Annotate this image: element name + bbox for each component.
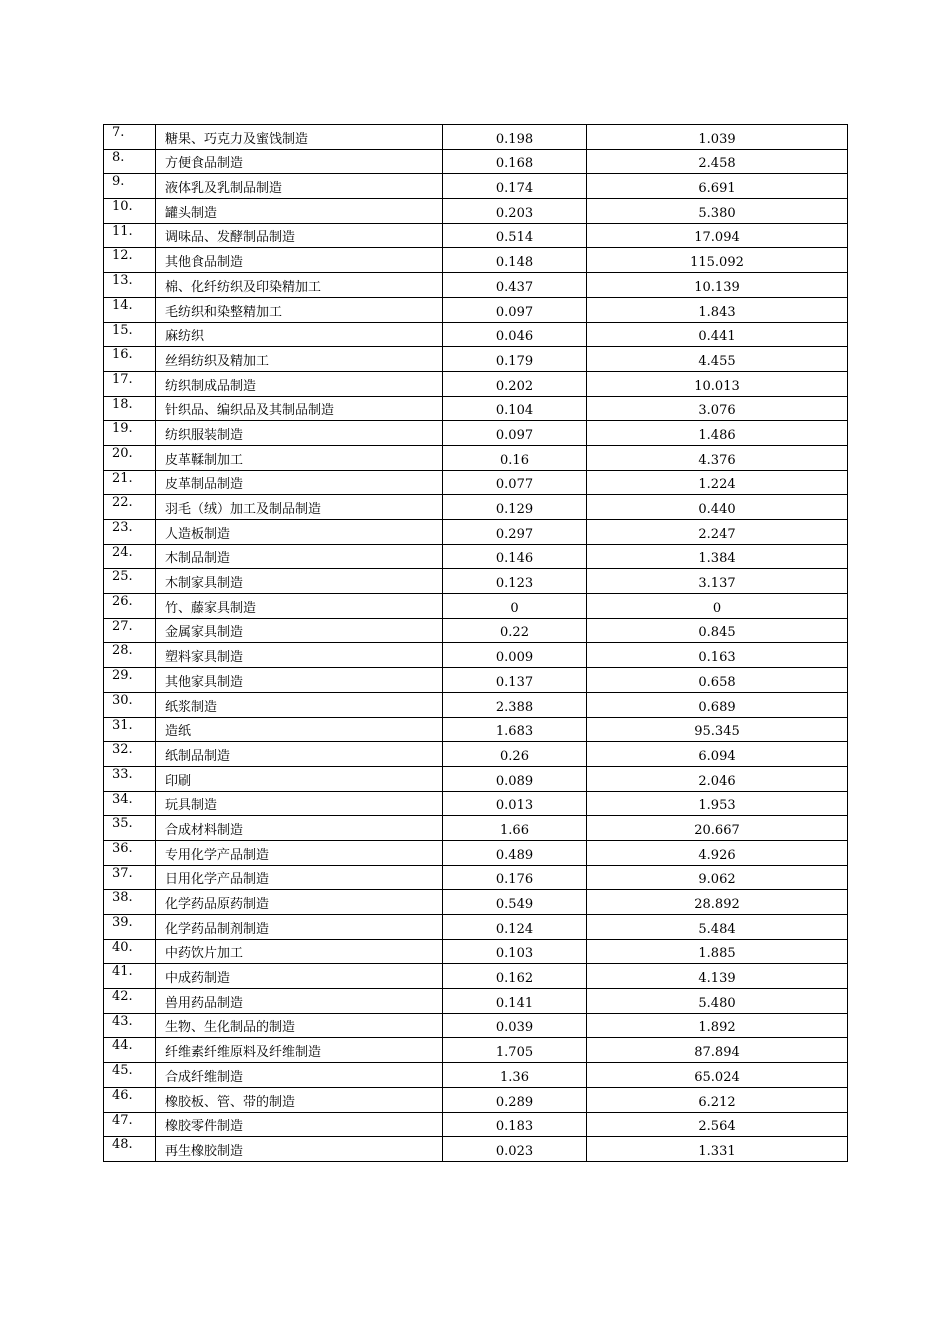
industry-name: 针织品、编织品及其制品制造 [156,396,443,421]
industry-name: 方便食品制造 [156,149,443,174]
value-col-2: 10.139 [587,273,848,298]
value-col-1: 0.013 [443,791,587,816]
table-row [104,915,848,940]
table-row [104,1087,848,1112]
row-index: 13. [104,273,156,298]
value-col-1: 0.549 [443,890,587,915]
industry-name: 糖果、巧克力及蜜饯制造 [156,125,443,150]
industry-name: 纸浆制造 [156,692,443,717]
industry-name: 棉、化纤纺织及印染精加工 [156,273,443,298]
table-row [104,939,848,964]
value-col-2: 1.486 [587,421,848,446]
value-col-2: 20.667 [587,816,848,841]
table-row [104,643,848,668]
row-index: 30. [104,692,156,717]
value-col-2: 5.484 [587,915,848,940]
value-col-1: 0.123 [443,569,587,594]
row-index: 17. [104,371,156,396]
table-row [104,520,848,545]
value-col-1: 0.202 [443,371,587,396]
industry-name: 塑料家具制造 [156,643,443,668]
value-col-1: 1.66 [443,816,587,841]
value-col-1: 0.22 [443,618,587,643]
industry-name: 丝绢纺织及精加工 [156,347,443,372]
row-index: 7. [104,125,156,150]
table-row [104,297,848,322]
value-col-2: 1.843 [587,297,848,322]
row-index: 45. [104,1063,156,1088]
value-col-2: 2.458 [587,149,848,174]
value-col-1: 2.388 [443,692,587,717]
row-index: 39. [104,915,156,940]
industry-name: 造纸 [156,717,443,742]
row-index: 40. [104,939,156,964]
value-col-2: 28.892 [587,890,848,915]
row-index: 35. [104,816,156,841]
table-row [104,199,848,224]
value-col-1: 0.104 [443,396,587,421]
value-col-1: 0.489 [443,840,587,865]
value-col-2: 3.076 [587,396,848,421]
industry-name: 人造板制造 [156,520,443,545]
industry-name: 纸制品制造 [156,742,443,767]
industry-name: 其他家具制造 [156,668,443,693]
table-row [104,1112,848,1137]
industry-name: 调味品、发酵制品制造 [156,223,443,248]
row-index: 14. [104,297,156,322]
industry-name: 木制家具制造 [156,569,443,594]
value-col-1: 0.297 [443,520,587,545]
table-row [104,668,848,693]
table-row [104,594,848,619]
industry-name: 中成药制造 [156,964,443,989]
value-col-2: 9.062 [587,865,848,890]
value-col-1: 0.174 [443,174,587,199]
value-col-1: 0.146 [443,544,587,569]
table-row [104,717,848,742]
row-index: 37. [104,865,156,890]
row-index: 38. [104,890,156,915]
row-index: 10. [104,199,156,224]
industry-name: 皮革制品制造 [156,470,443,495]
table-row [104,273,848,298]
table-row [104,470,848,495]
industry-name: 日用化学产品制造 [156,865,443,890]
row-index: 33. [104,766,156,791]
row-index: 48. [104,1137,156,1162]
row-index: 28. [104,643,156,668]
row-index: 32. [104,742,156,767]
row-index: 22. [104,495,156,520]
row-index: 24. [104,544,156,569]
value-col-1: 0.203 [443,199,587,224]
value-col-2: 10.013 [587,371,848,396]
value-col-1: 0.176 [443,865,587,890]
value-col-1: 0.16 [443,445,587,470]
value-col-2: 0.845 [587,618,848,643]
value-col-2: 4.455 [587,347,848,372]
industry-name: 金属家具制造 [156,618,443,643]
value-col-2: 1.885 [587,939,848,964]
table-row [104,1063,848,1088]
industry-name: 印刷 [156,766,443,791]
value-col-1: 0.103 [443,939,587,964]
table-row [104,791,848,816]
value-col-1: 0.162 [443,964,587,989]
value-col-2: 4.139 [587,964,848,989]
row-index: 27. [104,618,156,643]
industry-name: 合成材料制造 [156,816,443,841]
table-row [104,445,848,470]
value-col-1: 0 [443,594,587,619]
row-index: 12. [104,248,156,273]
value-col-1: 0.437 [443,273,587,298]
value-col-2: 1.331 [587,1137,848,1162]
industry-name: 玩具制造 [156,791,443,816]
value-col-1: 1.705 [443,1038,587,1063]
industry-name: 皮革鞣制加工 [156,445,443,470]
value-col-2: 0 [587,594,848,619]
value-col-2: 1.892 [587,1013,848,1038]
table-row [104,495,848,520]
row-index: 25. [104,569,156,594]
industry-data-table [103,124,848,1162]
table-row [104,371,848,396]
row-index: 15. [104,322,156,347]
value-col-2: 87.894 [587,1038,848,1063]
industry-name: 竹、藤家具制造 [156,594,443,619]
value-col-1: 1.683 [443,717,587,742]
table-row [104,1013,848,1038]
value-col-1: 0.009 [443,643,587,668]
table-row [104,618,848,643]
industry-name: 橡胶零件制造 [156,1112,443,1137]
industry-name: 专用化学产品制造 [156,840,443,865]
row-index: 11. [104,223,156,248]
value-col-2: 5.480 [587,989,848,1014]
value-col-1: 0.089 [443,766,587,791]
value-col-2: 4.926 [587,840,848,865]
value-col-1: 0.168 [443,149,587,174]
table-row [104,816,848,841]
table-row [104,396,848,421]
row-index: 44. [104,1038,156,1063]
value-col-2: 6.094 [587,742,848,767]
industry-name: 再生橡胶制造 [156,1137,443,1162]
table-row [104,766,848,791]
table-row [104,174,848,199]
value-col-2: 4.376 [587,445,848,470]
value-col-2: 2.247 [587,520,848,545]
value-col-1: 0.046 [443,322,587,347]
row-index: 46. [104,1087,156,1112]
value-col-2: 1.224 [587,470,848,495]
value-col-1: 0.141 [443,989,587,1014]
industry-name: 合成纤维制造 [156,1063,443,1088]
industry-name: 化学药品制剂制造 [156,915,443,940]
row-index: 9. [104,174,156,199]
value-col-2: 115.092 [587,248,848,273]
table-row [104,989,848,1014]
industry-name: 液体乳及乳制品制造 [156,174,443,199]
value-col-2: 6.212 [587,1087,848,1112]
table-row [104,964,848,989]
value-col-1: 1.36 [443,1063,587,1088]
industry-name: 化学药品原药制造 [156,890,443,915]
industry-name: 麻纺织 [156,322,443,347]
value-col-1: 0.137 [443,668,587,693]
row-index: 36. [104,840,156,865]
value-col-2: 1.039 [587,125,848,150]
industry-name: 其他食品制造 [156,248,443,273]
value-col-2: 6.691 [587,174,848,199]
row-index: 26. [104,594,156,619]
row-index: 31. [104,717,156,742]
industry-name: 纤维素纤维原料及纤维制造 [156,1038,443,1063]
row-index: 18. [104,396,156,421]
value-col-1: 0.097 [443,297,587,322]
industry-name: 橡胶板、管、带的制造 [156,1087,443,1112]
value-col-1: 0.198 [443,125,587,150]
table-row [104,840,848,865]
row-index: 20. [104,445,156,470]
value-col-2: 5.380 [587,199,848,224]
table-row [104,890,848,915]
value-col-2: 17.094 [587,223,848,248]
value-col-1: 0.077 [443,470,587,495]
table-row [104,1137,848,1162]
table-row [104,421,848,446]
value-col-1: 0.179 [443,347,587,372]
value-col-1: 0.124 [443,915,587,940]
table-row [104,125,848,150]
industry-name: 纺织制成品制造 [156,371,443,396]
value-col-1: 0.023 [443,1137,587,1162]
table-body [104,125,848,1162]
table-row [104,347,848,372]
table-row [104,149,848,174]
value-col-2: 0.658 [587,668,848,693]
table-row [104,569,848,594]
value-col-2: 0.163 [587,643,848,668]
value-col-2: 2.564 [587,1112,848,1137]
table-row [104,248,848,273]
value-col-1: 0.129 [443,495,587,520]
value-col-1: 0.097 [443,421,587,446]
value-col-1: 0.183 [443,1112,587,1137]
table-row [104,322,848,347]
industry-name: 罐头制造 [156,199,443,224]
value-col-2: 1.384 [587,544,848,569]
value-col-2: 65.024 [587,1063,848,1088]
industry-name: 羽毛（绒）加工及制品制造 [156,495,443,520]
table-row [104,865,848,890]
table-row [104,1038,848,1063]
row-index: 21. [104,470,156,495]
row-index: 16. [104,347,156,372]
row-index: 42. [104,989,156,1014]
value-col-2: 0.440 [587,495,848,520]
industry-name: 兽用药品制造 [156,989,443,1014]
row-index: 19. [104,421,156,446]
industry-name: 纺织服装制造 [156,421,443,446]
table-row [104,223,848,248]
row-index: 47. [104,1112,156,1137]
value-col-2: 3.137 [587,569,848,594]
row-index: 8. [104,149,156,174]
row-index: 34. [104,791,156,816]
table-row [104,742,848,767]
value-col-1: 0.039 [443,1013,587,1038]
value-col-2: 2.046 [587,766,848,791]
industry-name: 中药饮片加工 [156,939,443,964]
value-col-1: 0.514 [443,223,587,248]
value-col-2: 95.345 [587,717,848,742]
value-col-1: 0.148 [443,248,587,273]
row-index: 41. [104,964,156,989]
table-row [104,692,848,717]
value-col-2: 0.441 [587,322,848,347]
value-col-2: 0.689 [587,692,848,717]
industry-name: 生物、生化制品的制造 [156,1013,443,1038]
value-col-1: 0.289 [443,1087,587,1112]
industry-name: 木制品制造 [156,544,443,569]
table-row [104,544,848,569]
row-index: 29. [104,668,156,693]
value-col-1: 0.26 [443,742,587,767]
row-index: 23. [104,520,156,545]
value-col-2: 1.953 [587,791,848,816]
industry-name: 毛纺织和染整精加工 [156,297,443,322]
row-index: 43. [104,1013,156,1038]
